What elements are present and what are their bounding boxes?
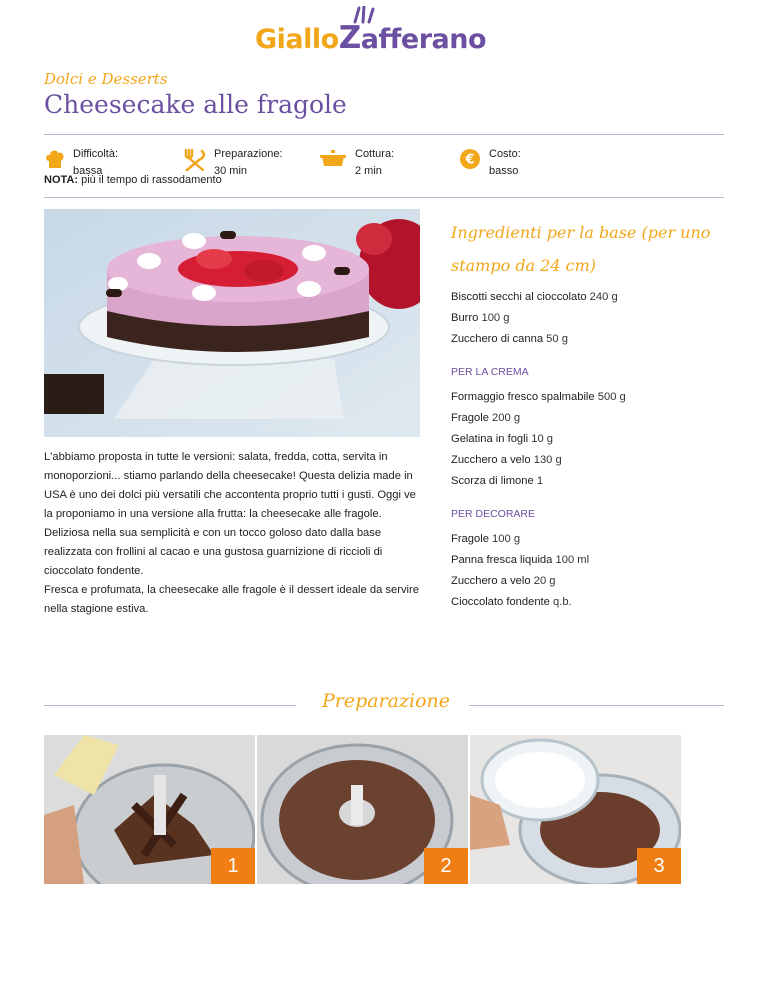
ingredient-item: Burro 100 g [451, 312, 510, 325]
step-number: 3 [637, 848, 681, 884]
recipe-note: NOTA: più il tempo di rassodamento [44, 174, 222, 186]
ingredient-item: Zucchero a velo 20 g [451, 574, 556, 587]
prep-divider-left [44, 705, 296, 706]
recipe-hero-image [44, 209, 420, 437]
utensils-icon [183, 148, 207, 172]
site-logo[interactable] [255, 6, 513, 56]
ingredients-subheading-decor: PER DECORARE [451, 507, 536, 520]
step-image-2 [257, 735, 468, 884]
recipe-intro [44, 448, 424, 619]
ingredient-item: Panna fresca liquida 100 ml [451, 553, 590, 566]
logo-wordmark: GialloZafferano [255, 20, 487, 56]
step-image-1 [44, 735, 255, 884]
ingredients-heading: Ingredienti per la base (per uno stampo da 24 cm) [451, 223, 711, 275]
pot-icon [320, 150, 346, 168]
ingredient-item: Fragole 100 g [451, 532, 521, 545]
ingredient-item: Zucchero di canna 50 g [451, 333, 568, 346]
euro-icon [459, 148, 481, 170]
ingredient-item: Fragole 200 g [451, 411, 521, 424]
info-divider [44, 197, 724, 198]
preparation-heading: Preparazione [322, 690, 451, 712]
ingredient-item: Biscotti secchi al cioccolato 240 g [451, 291, 618, 303]
ingredient-item: Cioccolato fondente q.b. [451, 596, 572, 609]
intro-paragraph: L'abbiamo proposta in tutte le versioni: salata, fredda, cotta, servita in monoporzioni... stiamo parlando della cheesecake! Questa delizia made in USA è uno dei dolci più versatili che accontenta proprio tutti i gusti. Oggi ve la proponiamo in una versione alla frutta: la cheesecake alle fragole. Deliziosa nella sua semplicità e con un tocco goloso dato dalla base realizzata con frollini al cacao e una gustosa guarnizione di riccioli di cioccolato fondente. [44, 451, 416, 577]
ingredients-subheading-cream: PER LA CREMA [451, 365, 529, 378]
recipe-title: Cheesecake alle fragole [44, 90, 347, 119]
header-divider [44, 134, 724, 135]
ingredient-item: Zucchero a velo 130 g [451, 454, 562, 467]
chef-hat-icon [44, 148, 66, 170]
step-number: 1 [211, 848, 255, 884]
logo-spark-icon [351, 6, 377, 24]
ingredient-item: Scorza di limone 1 [451, 475, 544, 488]
svg-text:€: € [465, 152, 475, 168]
ingredients-list [451, 287, 731, 613]
ingredient-item: Formaggio fresco spalmabile 500 g [451, 390, 626, 403]
intro-paragraph: Fresca e profumata, la cheesecake alle fragole è il dessert ideale da servire nella stagione estiva. [44, 584, 419, 615]
recipe-category: Dolci e Desserts [44, 70, 168, 88]
prep-divider-right [469, 705, 724, 706]
ingredient-item: Gelatina in fogli 10 g [451, 432, 554, 445]
step-number: 2 [424, 848, 468, 884]
step-image-3 [470, 735, 681, 884]
